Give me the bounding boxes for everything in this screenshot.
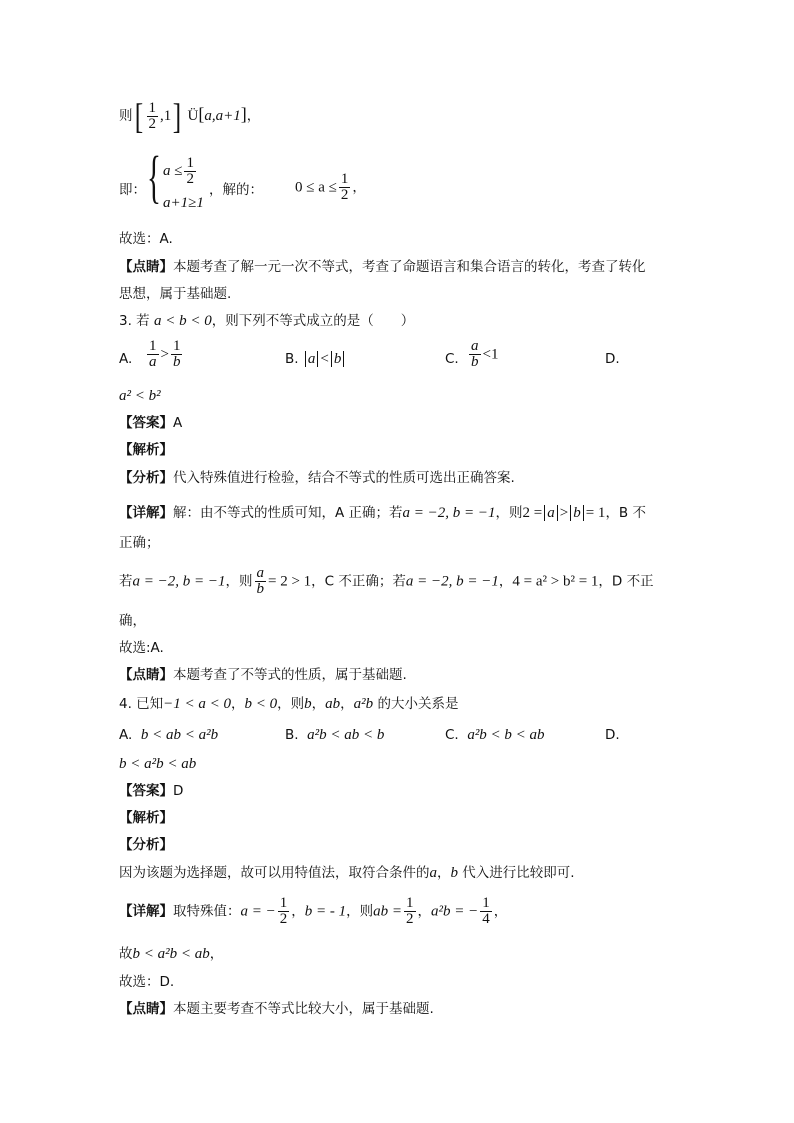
q4-jiexi: 【解析】: [119, 810, 173, 826]
q3-option-d-text: a² < b²: [119, 388, 161, 404]
q4-stem: 4. 已知−1 < a < 0，b < 0，则b，ab，a²b 的大小关系是: [119, 696, 459, 712]
q4-option-d: D.: [605, 727, 620, 743]
bracket-close: ]: [240, 104, 247, 124]
q3-answer-line: 故选:A.: [119, 640, 164, 656]
q4-xiangjie: 【详解】取特殊值：a = − $\frac{1}{2}$ ，b = - 1，则ab = $\frac{1}{2}$ ，a²b = − $\frac{1}{4}$ ，: [119, 895, 508, 927]
text-prefix: 即：: [119, 182, 146, 198]
q4-option-b: B. a²b < ab < b: [285, 727, 385, 743]
q3-xiangjie-1: 【详解】解：由不等式的性质可知，A 正确；若a = −2, b = −1，则2 = a > b = 1，B 不: [119, 505, 646, 521]
q3-option-c: C.: [445, 351, 459, 367]
q4-answer: 【答案】D: [119, 783, 184, 799]
interval-a: a,a+1: [204, 108, 241, 124]
brace-icon: {: [147, 144, 161, 209]
range-result: 0 ≤ a ≤ $\frac{1}{2}$ ，: [295, 171, 366, 203]
interval-right: ,1: [160, 108, 172, 124]
q4-option-c: C. a²b < b < ab: [445, 727, 545, 743]
q4-option-a: A. b < ab < a²b: [119, 727, 219, 743]
interval-line: [119, 98, 260, 134]
bracket-left: [: [134, 96, 143, 136]
q3-answer: 【答案】A: [119, 415, 183, 431]
fraction-half: $\frac{1}{2}$: [148, 99, 156, 132]
bracket-right: ]: [173, 96, 182, 136]
punct: ，: [246, 108, 261, 124]
text-mid: ，解的：: [209, 182, 263, 198]
q4-answer-line: 故选：D.: [119, 974, 175, 990]
bracket-open: [: [198, 104, 205, 124]
q4-result: 故b < a²b < ab，: [119, 946, 224, 962]
q4-option-d-text: b < a²b < ab: [119, 756, 197, 772]
q3-xiangjie-2: 正确；: [119, 535, 160, 551]
q3-xiangjie-3: 若a = −2, b = −1，则 $\frac{a}{b}$ = 2 > 1，C 不正确；若a = −2, b = −1，4 = a² > b² = 1，D 不正: [119, 565, 654, 597]
inequality-system: { a ≤ $\frac{1}{2}$ a+1≥1: [147, 144, 204, 211]
q4-fenxi-text: 因为该题为选择题，故可以用特值法，取符合条件的a，b 代入进行比较即可.: [119, 865, 575, 881]
q4-fenxi-tag: 【分析】: [119, 837, 173, 853]
text-prefix: 则: [119, 108, 133, 124]
q3-option-d: D.: [605, 351, 620, 367]
dianjing-line-1: 【点睛】本题考查了解一元一次不等式，考查了命题语言和集合语言的转化，考查了转化: [119, 259, 646, 275]
answer-line: 故选：A.: [119, 231, 173, 247]
set-operator: Ü: [187, 108, 199, 124]
q3-options: [119, 338, 659, 377]
dianjing-line-2: 思想，属于基础题.: [119, 286, 232, 302]
q4-dianjing: 【点睛】本题主要考查不等式比较大小，属于基础题.: [119, 1001, 434, 1017]
q3-dianjing: 【点睛】本题考查了不等式的性质，属于基础题.: [119, 667, 407, 683]
q3-stem: 3. 若 a < b < 0，则下列不等式成立的是（ ）: [119, 313, 415, 329]
q3-option-a-expr: $\frac{1}{a}$ > $\frac{1}{b}$: [149, 338, 181, 370]
q3-jiexi: 【解析】: [119, 442, 173, 458]
q3-option-c-expr: $\frac{a}{b}$ <1: [471, 338, 499, 370]
q3-xiangjie-4: 确，: [119, 613, 146, 629]
q3-option-b: B. a < b: [285, 349, 346, 369]
q3-fenxi: 【分析】代入特殊值进行检验，结合不等式的性质可选出正确答案.: [119, 470, 515, 486]
q3-option-a: A.: [119, 351, 133, 367]
